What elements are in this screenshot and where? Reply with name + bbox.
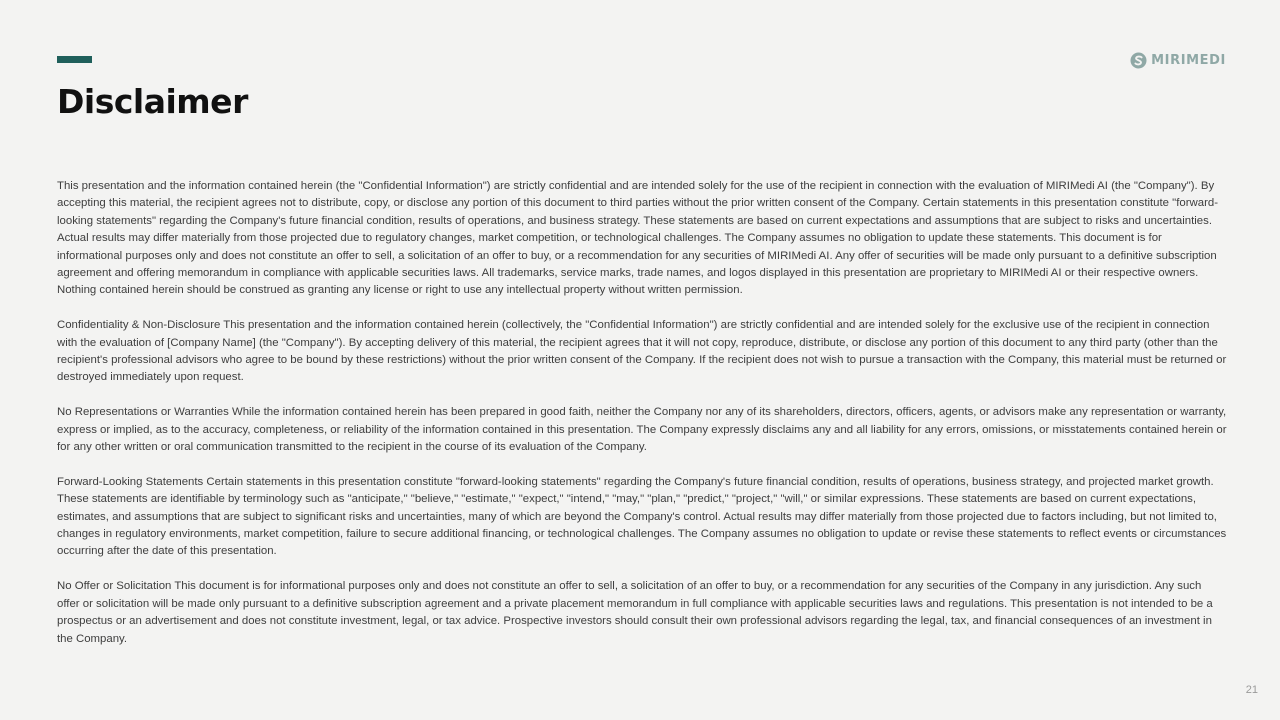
- disclaimer-paragraph-confidentiality: Confidentiality & Non-Disclosure This presentation and the information contained herein (collectively, the "Confidential Information") are strictly confidential and are intended solely for the exclusive use of the recipient in connection with the evaluation of [Company Name] (the "Company"). By accepting delivery of this material, the recipient agrees that it will not copy, reproduce, distribute, or disclose any portion of this document to any third party (other than the recipient's professional advisors who agree to be bound by these restrictions) without the prior written consent of the Company. If the recipient does not wish to pursue a transaction with the Company, this material must be returned or destroyed immediately upon request.: [57, 319, 1227, 384]
- disclaimer-paragraph-no-representations: No Representations or Warranties While the information contained herein has been prepared in good faith, neither the Company nor any of its shareholders, directors, officers, agents, or advisors make any representation or warranty, express or implied, as to the accuracy, completeness, or reliability of the information contained in this presentation. The Company expressly disclaims any and all liability for any errors, omissions, or misstatements contained herein or for any other written or oral communication transmitted to the recipient in the course of its evaluation of the Company.: [57, 406, 1227, 454]
- s-mark-logo-icon: [1130, 52, 1147, 69]
- title-accent-bar: [57, 56, 92, 63]
- disclaimer-paragraph-general: This presentation and the information contained herein (the "Confidential Information") are strictly confidential and are intended solely for the use of the recipient in connection with the evaluation of MIRIMedi AI (the "Company"). By accepting this material, the recipient agrees not to distribute, copy, or disclose any portion of this document to third parties without the prior written consent of the Company. Certain statements in this presentation constitute "forward-looking statements" regarding the Company's future financial condition, results of operations, and business strategy. These statements are based on current expectations and assumptions that are subject to risks and uncertainties. Actual results may differ materially from those projected due to regulatory changes, market competition, or technological challenges. The Company assumes no obligation to update these statements. This document is for informational purposes only and does not constitute an offer to sell, a solicitation of an offer to buy, or a recommendation for any securities of MIRIMedi AI. Any offer of securities will be made only pursuant to a definitive subscription agreement and offering memorandum in compliance with applicable securities laws. All trademarks, service marks, trade names, and logos displayed in this presentation are proprietary to MIRIMedi AI or their respective owners. Nothing contained herein should be construed as granting any license or right to use any intellectual property without written permission.: [57, 180, 1218, 297]
- logo-wordmark: MIRIMEDI: [1151, 53, 1226, 68]
- page-number: 21: [1245, 684, 1258, 696]
- disclaimer-paragraph-forward-looking: Forward-Looking Statements Certain statements in this presentation constitute "forward-looking statements" regarding the Company's future financial condition, results of operations, business strategy, and projected market growth. These statements are identifiable by terminology such as "anticipate," "believe," "estimate," "expect," "intend," "may," "plan," "predict," "project," "will," or similar expressions. These statements are based on current expectations, estimates, and assumptions that are subject to significant risks and uncertainties, many of which are beyond the Company's control. Actual results may differ materially from those projected due to factors including, but not limited to, changes in regulatory environments, market competition, failure to secure additional financing, or technological challenges. The Company assumes no obligation to update or revise these statements to reflect events or circumstances occurring after the date of this presentation.: [57, 475, 1227, 558]
- company-logo: [1130, 52, 1226, 69]
- slide-title: Disclaimer: [57, 82, 248, 121]
- disclaimer-paragraph-no-offer: No Offer or Solicitation This document is for informational purposes only and does not constitute an offer to sell, a solicitation of an offer to buy, or a recommendation for any securities of the Company in any jurisdiction. Any such offer or solicitation will be made only pursuant to a definitive subscription agreement and a private placement memorandum in full compliance with applicable securities laws and regulations. This presentation is not intended to be a prospectus or an advertisement and does not constitute investment, legal, or tax advice. Prospective investors should consult their own professional advisors regarding the legal, tax, and financial consequences of an investment in the Company.: [57, 580, 1213, 645]
- disclaimer-body: [57, 178, 1227, 648]
